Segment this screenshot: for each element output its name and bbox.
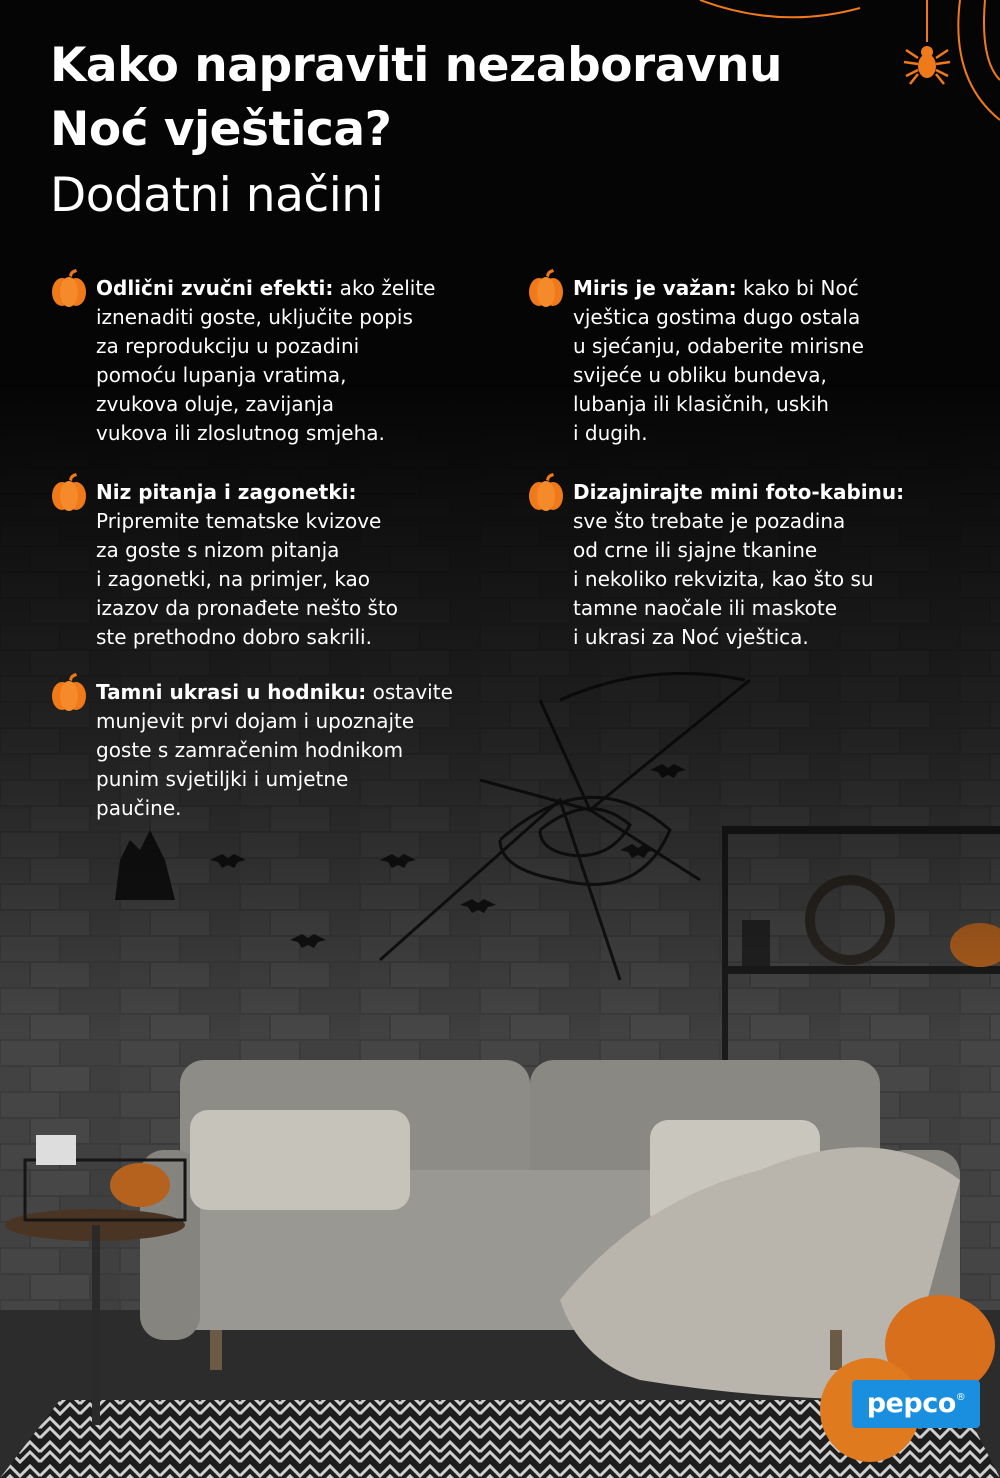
headline-line-1: Kako napraviti nezaboravnu <box>50 38 782 93</box>
pumpkin-icon <box>50 472 88 512</box>
tip-text: ako želite <box>333 276 436 300</box>
tip-title: Niz pitanja i zagonetki: <box>96 480 357 504</box>
logo-text: pepco <box>866 1388 956 1419</box>
headline-line-3: Dodatni načini <box>50 168 384 223</box>
tip-text: ste prethodno dobro sakrili. <box>96 625 372 649</box>
tip-text: vukova ili zloslutnog smjeha. <box>96 421 385 445</box>
tip-text: goste s zamračenim hodnikom <box>96 738 404 762</box>
registered-mark: ® <box>955 1392 966 1403</box>
tip-text: u sjećanju, odaberite mirisne <box>573 334 864 358</box>
tip-text: pomoću lupanja vratima, <box>96 363 347 387</box>
pumpkin-icon <box>50 672 88 712</box>
pumpkin-icon <box>527 268 565 308</box>
tip-title: Odlični zvučni efekti: <box>96 276 334 300</box>
tip-text: ostavite <box>366 680 453 704</box>
tip-text: zvukova oluje, zavijanja <box>96 392 335 416</box>
tip-title: Miris je važan: <box>573 276 737 300</box>
tip-sound-effects <box>96 274 435 448</box>
pumpkin-icon <box>527 472 565 512</box>
tip-text: za reprodukciju u pozadini <box>96 334 360 358</box>
tip-title: Dizajnirajte mini foto-kabinu: <box>573 480 905 504</box>
tip-text: i zagonetki, na primjer, kao <box>96 567 371 591</box>
tip-title: Tamni ukrasi u hodniku: <box>96 680 367 704</box>
tip-text: Pripremite tematske kvizove <box>96 509 382 533</box>
tip-text: tamne naočale ili maskote <box>573 596 837 620</box>
tip-scent <box>573 274 864 448</box>
tip-text: svijeće u obliku bundeva, <box>573 363 827 387</box>
tip-text: za goste s nizom pitanja <box>96 538 340 562</box>
headline <box>50 34 782 230</box>
tip-text: od crne ili sjajne tkanine <box>573 538 818 562</box>
tip-text: kako bi Noć <box>736 276 859 300</box>
headline-line-2: Noć vještica? <box>50 102 392 157</box>
tip-text: vještica gostima dugo ostala <box>573 305 861 329</box>
pepco-logo <box>852 1380 980 1428</box>
tip-text: sve što trebate je pozadina <box>573 509 846 533</box>
tip-quiz-riddles <box>96 478 398 652</box>
tip-text: paučine. <box>96 796 182 820</box>
tip-text: lubanja ili klasičnih, uskih <box>573 392 829 416</box>
tip-photo-booth <box>573 478 904 652</box>
tip-text: i nekoliko rekvizita, kao što su <box>573 567 874 591</box>
tip-text: izazov da pronađete nešto što <box>96 596 399 620</box>
pumpkin-icon <box>50 268 88 308</box>
tip-text: punim svjetiljki i umjetne <box>96 767 349 791</box>
tip-dark-hallway <box>96 678 453 823</box>
tip-text: i ukrasi za Noć vještica. <box>573 625 809 649</box>
tip-text: i dugih. <box>573 421 648 445</box>
tip-text: munjevit prvi dojam i upoznajte <box>96 709 415 733</box>
tip-text: iznenaditi goste, uključite popis <box>96 305 413 329</box>
